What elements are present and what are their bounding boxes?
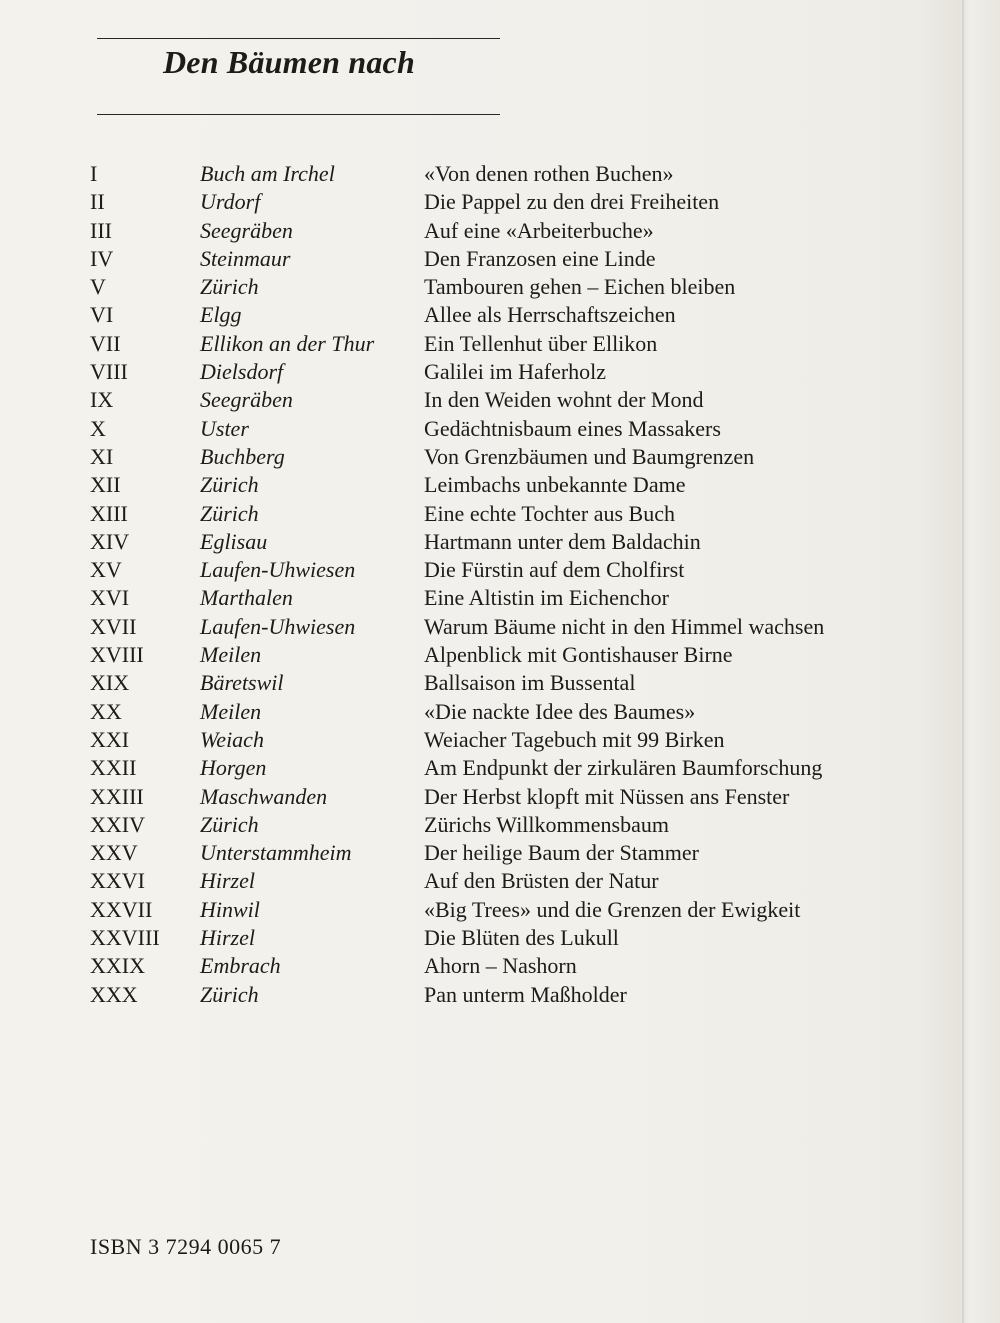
chapter-title: Auf den Brüsten der Natur (424, 868, 659, 894)
toc-row (90, 726, 950, 754)
chapter-number: XXVIII (90, 925, 160, 951)
chapter-place: Weiach (200, 726, 264, 752)
chapter-title: Ahorn – Nashorn (424, 953, 577, 979)
chapter-title: Eine Altistin im Eichenchor (424, 585, 670, 611)
toc-row (90, 273, 950, 301)
table-of-contents (90, 160, 950, 1009)
chapter-title: Die Blüten des Lukull (424, 925, 619, 951)
chapter-place: Dielsdorf (200, 359, 284, 385)
chapter-number: XXIV (90, 811, 145, 837)
chapter-number: XXX (90, 981, 138, 1007)
chapter-title: Galilei im Haferholz (424, 359, 607, 385)
chapter-place: Marthalen (200, 585, 293, 611)
chapter-place: Zürich (200, 981, 259, 1007)
chapter-place: Buch am Irchel (200, 161, 335, 186)
chapter-title: Allee als Herrschaftszeichen (424, 302, 676, 328)
toc-row (90, 358, 950, 386)
chapter-title: Die Fürstin auf dem Cholfirst (424, 557, 685, 583)
chapter-place: Zürich (200, 472, 259, 498)
chapter-number: XV (90, 557, 122, 583)
chapter-title: Eine echte Tochter aus Buch (424, 500, 675, 526)
chapter-place: Seegräben (200, 387, 293, 413)
chapter-place: Horgen (200, 755, 267, 781)
chapter-place: Meilen (200, 642, 262, 668)
toc-row (90, 952, 950, 980)
chapter-place: Laufen-Uhwiesen (200, 557, 356, 583)
chapter-place: Elgg (200, 302, 242, 328)
chapter-number: XXV (90, 840, 138, 866)
toc-row (90, 613, 950, 641)
toc-row (90, 471, 950, 499)
chapter-place: Zürich (200, 274, 259, 300)
chapter-place: Laufen-Uhwiesen (200, 613, 356, 639)
chapter-number: XIV (90, 528, 130, 554)
chapter-number: XI (90, 443, 114, 469)
chapter-title: In den Weiden wohnt der Mond (424, 387, 704, 413)
isbn-number: ISBN 3 7294 0065 7 (90, 1234, 282, 1259)
chapter-title: Den Franzosen eine Linde (424, 245, 656, 271)
toc-row (90, 783, 950, 811)
toc-row (90, 500, 950, 528)
chapter-place: Buchberg (200, 443, 285, 469)
toc-row (90, 415, 950, 443)
chapter-number: XXII (90, 755, 137, 781)
chapter-title: Alpenblick mit Gontishauser Birne (424, 642, 733, 668)
toc-row (90, 217, 950, 245)
chapter-place: Hirzel (200, 925, 255, 951)
chapter-place: Embrach (200, 953, 281, 979)
chapter-title: «Die nackte Idee des Baumes» (424, 698, 696, 724)
toc-row (90, 301, 950, 329)
chapter-number: XXVII (90, 896, 153, 922)
chapter-number: II (90, 189, 105, 215)
chapter-number: XXIII (90, 783, 144, 809)
chapter-title: Weiacher Tagebuch mit 99 Birken (424, 726, 725, 752)
chapter-number: XXIX (90, 953, 145, 979)
chapter-title: Tambouren gehen – Eichen bleiben (424, 274, 736, 300)
chapter-place: Ellikon an der Thur (200, 330, 375, 356)
chapter-number: VIII (90, 359, 128, 385)
chapter-number: XVI (90, 585, 130, 611)
toc-row (90, 641, 950, 669)
chapter-title: «Von denen rothen Buchen» (424, 161, 674, 186)
chapter-number: XVIII (90, 642, 144, 668)
chapter-number: VII (90, 330, 121, 356)
toc-row (90, 896, 950, 924)
toc-row (90, 839, 950, 867)
chapter-place: Uster (200, 415, 249, 441)
chapter-title: Von Grenzbäumen und Baumgrenzen (424, 443, 755, 469)
toc-row (90, 160, 950, 188)
chapter-place: Meilen (200, 698, 262, 724)
chapter-title: Gedächtnisbaum eines Massakers (424, 415, 721, 441)
chapter-title: Warum Bäume nicht in den Himmel wachsen (424, 613, 825, 639)
toc-row (90, 867, 950, 895)
toc-row (90, 924, 950, 952)
toc-row (90, 386, 950, 414)
title-rule-bottom (97, 114, 500, 115)
toc-row (90, 811, 950, 839)
chapter-title: Ballsaison im Bussental (424, 670, 636, 696)
chapter-title: Pan unterm Maßholder (424, 981, 627, 1007)
chapter-number: X (90, 415, 106, 441)
chapter-title: Leimbachs unbekannte Dame (424, 472, 686, 498)
chapter-number: IX (90, 387, 114, 413)
chapter-title: Hartmann unter dem Baldachin (424, 528, 701, 554)
toc-row (90, 330, 950, 358)
toc-row (90, 528, 950, 556)
chapter-place: Zürich (200, 500, 259, 526)
chapter-number: XXI (90, 726, 130, 752)
spine-edge (962, 0, 964, 1323)
chapter-title: «Big Trees» und die Grenzen der Ewigkeit (424, 896, 801, 922)
toc-row (90, 981, 950, 1009)
chapter-title: Die Pappel zu den drei Freiheiten (424, 189, 720, 215)
chapter-title: Der Herbst klopft mit Nüssen ans Fenster (424, 783, 790, 809)
title-rule-top (97, 38, 500, 39)
chapter-place: Hirzel (200, 868, 255, 894)
chapter-title: Auf eine «Arbeiterbuche» (424, 217, 654, 243)
chapter-place: Eglisau (200, 528, 268, 554)
chapter-place: Urdorf (200, 189, 261, 215)
chapter-place: Hinwil (200, 896, 260, 922)
chapter-place: Bäretswil (200, 670, 284, 696)
chapter-number: III (90, 217, 112, 243)
chapter-place: Zürich (200, 811, 259, 837)
chapter-place: Maschwanden (200, 783, 328, 809)
chapter-place: Seegräben (200, 217, 293, 243)
chapter-title: Ein Tellenhut über Ellikon (424, 330, 658, 356)
toc-row (90, 669, 950, 697)
chapter-number: VI (90, 302, 114, 328)
chapter-number: XII (90, 472, 121, 498)
chapter-number: XVII (90, 613, 137, 639)
chapter-title: Der heilige Baum der Stammer (424, 840, 699, 866)
toc-row (90, 556, 950, 584)
toc-row (90, 754, 950, 782)
chapter-place: Steinmaur (200, 245, 291, 271)
toc-row (90, 443, 950, 471)
chapter-place: Unterstammheim (200, 840, 352, 866)
chapter-title: Am Endpunkt der zirkulären Baumforschung (424, 755, 823, 781)
toc-row (90, 188, 950, 216)
chapter-number: I (90, 161, 98, 186)
toc-row (90, 245, 950, 273)
chapter-title: Zürichs Willkommensbaum (424, 811, 669, 837)
chapter-number: V (90, 274, 106, 300)
toc-row (90, 584, 950, 612)
chapter-number: XIX (90, 670, 130, 696)
chapter-number: IV (90, 245, 114, 271)
book-title: Den Bäumen nach (163, 44, 415, 80)
chapter-number: XIII (90, 500, 128, 526)
toc-row (90, 698, 950, 726)
chapter-number: XXVI (90, 868, 145, 894)
chapter-number: XX (90, 698, 122, 724)
